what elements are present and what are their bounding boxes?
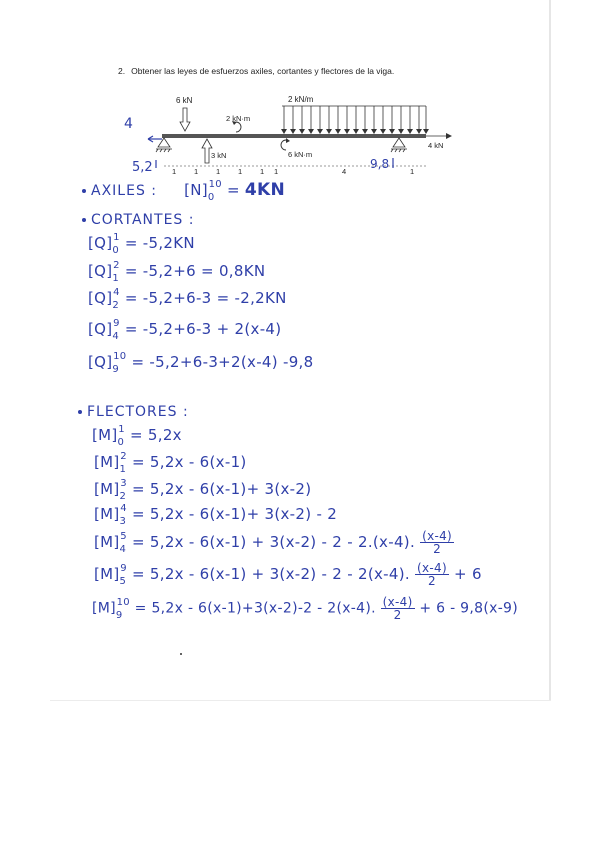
fraction: $\frac{(x-4)}{2}$ — [422, 529, 453, 556]
problem-statement — [118, 66, 394, 76]
load-6kN-label: 6 kN — [176, 96, 193, 105]
segment-label: 1 — [260, 167, 265, 176]
cortante-row: $[Q]_4^9 = -5,2+6-3 + 2(x-4)$ — [88, 318, 282, 342]
beam — [162, 134, 426, 138]
axial-arrow — [446, 133, 452, 139]
right-support — [391, 138, 407, 152]
flectores-section — [78, 402, 189, 420]
segment-label: 1 — [410, 167, 415, 176]
segment-label: 1 — [194, 167, 199, 176]
bullet-icon — [82, 218, 86, 222]
moment-2-symbol — [236, 122, 241, 132]
axial-value: 4KN — [244, 180, 286, 200]
cortante-row: $[Q]_9^{10} = -5,2+6-3+2(x-4)$ -9,8 — [88, 351, 314, 375]
moment-6-symbol — [281, 140, 286, 150]
moment-6-label: 6 kN·m — [288, 150, 313, 159]
flector-row: $[M]_1^2 = 5,2x - 6(x-1)$ — [94, 451, 247, 475]
problem-number: 2. — [118, 66, 126, 76]
axiles-equation: $[N]_0^{10} = 4KN$ — [184, 179, 286, 203]
fraction: $\frac{(x-4)}{2}$ — [417, 561, 447, 588]
cortantes-heading: CORTANTES : — [91, 212, 195, 228]
flectores-heading: FLECTORES : — [87, 404, 189, 420]
bullet-icon — [82, 189, 86, 193]
pen-dot — [180, 653, 182, 655]
cortante-row: $[Q]_1^2 = -5,2+6 = 0,8KN$ — [88, 260, 266, 284]
distributed-load-heads — [281, 129, 429, 134]
cortante-row: $[Q]_2^4 = -5,2+6-3 = -2,2KN$ — [88, 287, 287, 311]
segment-label: 1 — [238, 167, 243, 176]
page-edge — [549, 0, 551, 700]
distributed-load-arrows — [284, 106, 426, 131]
flector-row: $[M]_4^5 = 5,2x - 6(x-1) + 3(x-2) - 2 - 2.(x-4)$. $\frac{(x-4)}{2}$ — [94, 529, 453, 556]
segment-label: 1 — [274, 167, 279, 176]
flector-row: $[M]_3^4 = 5,2x - 6(x-1)+ 3(x-2) - 2$ — [94, 503, 338, 527]
flector-row: $[M]_0^1 = 5,2x$ — [92, 424, 182, 448]
flector-row: $[M]_5^9 = 5,2x - 6(x-1) + 3(x-2) - 2 - 2(x-4)$. $\frac{(x-4)}{2}$ + 6 — [94, 561, 482, 588]
bullet-icon — [78, 410, 82, 414]
page-bottom-edge — [50, 700, 551, 701]
segment-label: 1 — [172, 167, 177, 176]
dist-load-label: 2 kN/m — [288, 95, 314, 104]
flector-row: $[M]_9^{10} = 5,2x - 6(x-1)+3(x-2)-2 - 2(x-4)$. $\frac{(x-4)}{2}$ + 6 - 9,8(x-9) — [92, 595, 519, 622]
axiles-heading: AXILES : — [91, 183, 157, 199]
load-3kN-label: 3 kN — [211, 151, 227, 160]
flector-row: $[M]_2^3 = 5,2x - 6(x-1)+ 3(x-2)$ — [94, 478, 312, 502]
moment-2-label: 2 kN·m — [226, 114, 251, 123]
beam-diagram — [110, 88, 470, 184]
hw-reaction-left: 5,2 — [132, 160, 153, 175]
distributed-load — [282, 106, 426, 131]
left-support — [156, 138, 172, 152]
segment-label: 1 — [216, 167, 221, 176]
cortantes-section — [82, 210, 194, 228]
cortante-row: $[Q]_0^1 = -5,2KN$ — [88, 232, 195, 256]
hw-reaction-right: 9,8 — [370, 157, 390, 171]
axiles-section — [82, 179, 286, 203]
segment-label: 4 — [342, 167, 347, 176]
problem-text: Obtener las leyes de esfuerzos axiles, cortantes y flectores de la viga. — [131, 66, 395, 76]
point-load-6kN — [180, 108, 190, 131]
hw-reaction-horizontal: 4 — [124, 116, 133, 132]
axial-load-label: 4 kN — [428, 141, 444, 150]
fraction: $\frac{(x-4)}{2}$ — [382, 595, 413, 622]
